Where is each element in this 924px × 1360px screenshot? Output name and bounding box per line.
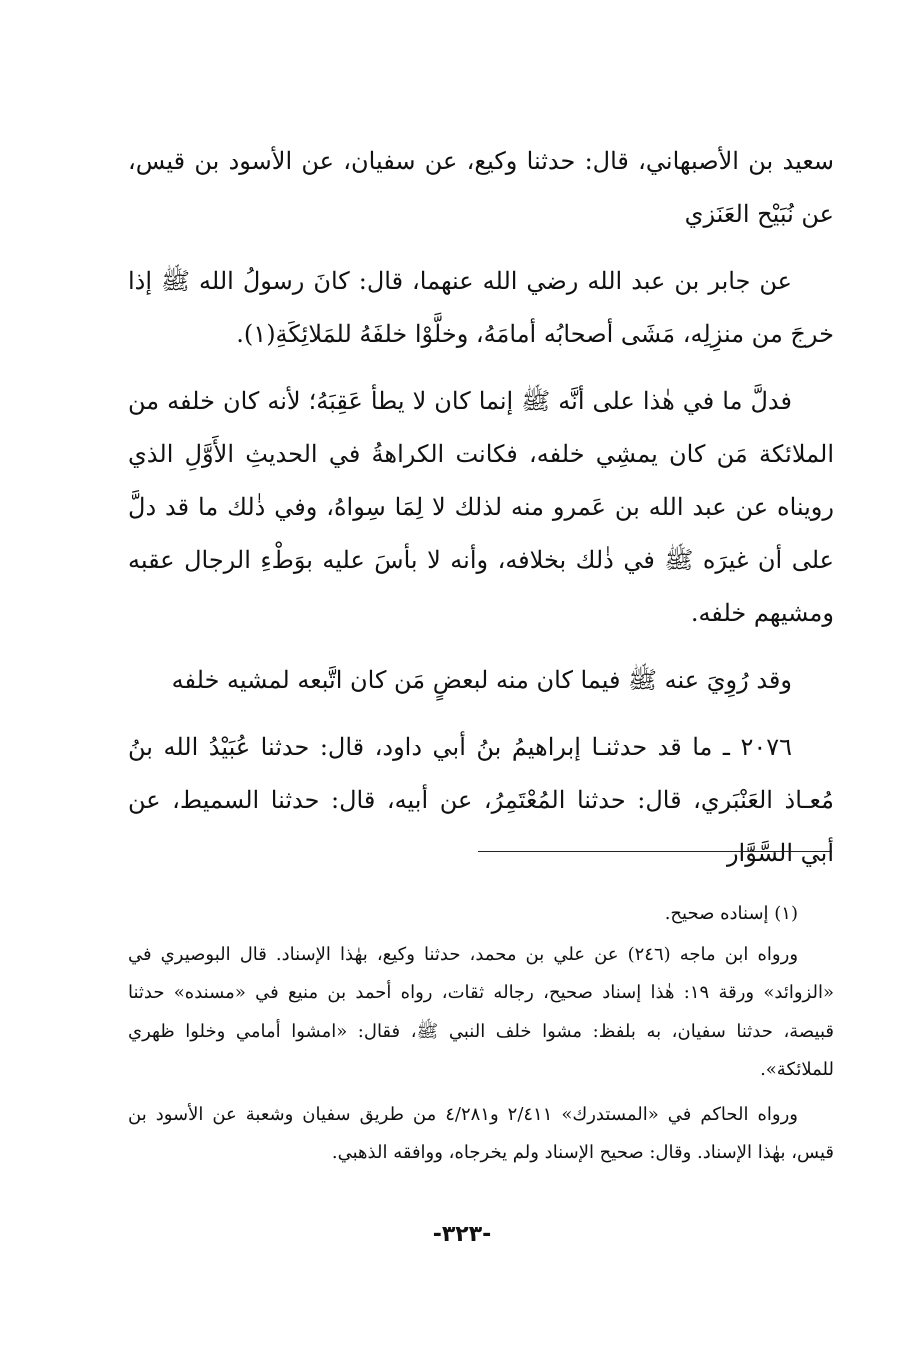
- paragraph-commentary: فدلَّ ما في هٰذا على أنَّه ﷺ إنما كان لا يطأ عَقِبَهُ؛ لأنه كان خلفه من الملائكة مَن كان يمشِي خلفه، فكانت الكراهةُ في الحديثِ الأَوَّلِ الذي رويناه عن عبد الله بن عَمرو منه لذلك لا لِمَا سِواهُ، وفي ذٰلك ما قد دلَّ على أن غيرَه ﷺ في ذٰلك بخلافه، وأنه لا بأسَ عليه بوَطْءِ الرجال عقبه ومشيهم خلفه.: [128, 387, 834, 627]
- footnotes: [128, 895, 834, 1179]
- paragraph-isnad-continuation: سعيد بن الأصبهاني، قال: حدثنا وكيع، عن سفيان، عن الأسود بن قيس، عن نُبَيْح العَنَزي: [128, 147, 835, 228]
- main-text: [128, 135, 834, 894]
- footnote-1-ibn-majah: ورواه ابن ماجه (٢٤٦) عن علي بن محمد، حدثنا وكيع، بهٰذا الإسناد. قال البوصيري في «الزوائد» ورقة ١٩: هٰذا إسناد صحيح، رجاله ثقات، رواه أحمد بن منيع في «مسنده» حدثنا قبيصة، حدثنا سفيان، به بلفظ: مشوا خلف النبي ﷺ، فقال: «امشوا أمامي وخلوا ظهري للملائكة».: [128, 943, 834, 1080]
- footnote-1-hakim: ورواه الحاكم في «المستدرك» ٢/٤١١ و٤/٢٨١ من طريق سفيان وشعبة عن الأسود بن قيس، بهٰذا الإسناد. وقال: صحيح الإسناد ولم يخرجاه، ووافقه الذهبي.: [128, 1103, 834, 1163]
- footnote-separator: [478, 851, 832, 852]
- paragraph-chapter-heading: وقد رُوِيَ عنه ﷺ فيما كان منه لبعضٍ مَن كان اتَّبعه لمشيه خلفه: [171, 666, 792, 694]
- paragraph-hadith-2076: ٢٠٧٦ ـ ما قد حدثنـا إبراهيمُ بنُ أبي داود، قال: حدثنا عُبَيْدُ الله بنُ مُعـاذ العَنْبَري، قال: حدثنا المُعْتَمِرُ، عن أبيه، قال: حدثنا السميط، عن أبي السَّوَّار: [128, 733, 834, 867]
- paragraph-hadith-text: عن جابر بن عبد الله رضي الله عنهما، قال: كانَ رسولُ الله ﷺ إذا خرجَ من منزِلِه، مَشَى أصحابُه أمامَهُ، وخلَّوْا خلفَهُ للمَلائِكَةِ(١).: [128, 267, 834, 348]
- footnote-1: (١) إسناده صحيح.: [664, 903, 798, 924]
- page-number: -٣٢٣-: [432, 1222, 492, 1247]
